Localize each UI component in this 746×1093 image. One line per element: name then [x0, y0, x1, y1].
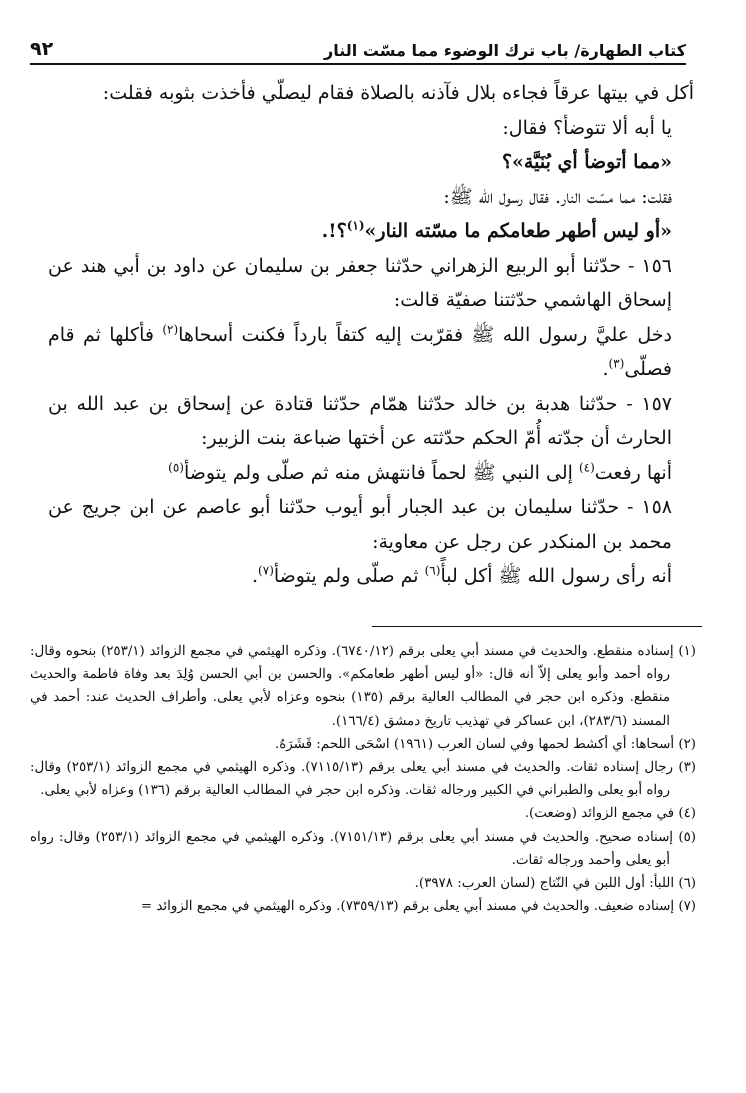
footnote: (٣) رجال إسناده ثقات. والحديث في مسند أبي يعلى برقم (٧١١٥/١٣). وذكره الهيثمي في مجمع الزوائد (٢٥٣/١) وقال: رواه أبو يعلى والطبراني في الكبير ورجاله ثقات. وذكره ابن حجر في المطالب العالية برقم (١٣٦) وعزاه لأبي يعلى. [30, 760, 696, 799]
hadith-matn-156 [48, 318, 694, 387]
matn-text: دخل عليَّ رسول الله ﷺ فقرّبت إليه كتفاً بارداً فكنت أسحاها [178, 323, 672, 346]
footnote: (٢) أسحاها: أي أكشط لحمها وفي لسان العرب (١٩٦١) اسْحَى اللحم: قَشَرَهُ. [275, 736, 696, 752]
hadith-isnad-157: ١٥٧ - حدّثنا هدبة بن خالد حدّثنا همّام حدّثنا قتادة عن إسحاق بن عبد الله بن الحارث أن جدّته أُمّ الحكم حدّثته عن أختها ضباعة بنت الزبير: [48, 392, 672, 449]
header-rule [30, 63, 686, 65]
hadith-isnad-156: ١٥٦ - حدّثنا أبو الربيع الزهراني حدّثنا جعفر بن سليمان عن داود بن أبي هند عن إسحاق الهاشمي حدّثتنا صفيّة قالت: [48, 254, 672, 311]
matn-text: ثم صلّى ولم يتوضأ [273, 565, 425, 587]
paragraph: فقلت: مما مسّت النار. فقال رسول الله ﷺ: [443, 185, 672, 208]
paragraph: أكل في بيتها عرقاً فجاءه بلال فآذنه بالصلاة فقام ليصلّي فأخذت بثوبه فقلت: [102, 82, 694, 104]
footnote: (٤) في مجمع الزوائد (وضعت). [524, 806, 696, 822]
footnotes [30, 640, 696, 918]
matn-text: أنها رفعت [594, 461, 672, 484]
quote-text: ؟!. [321, 220, 347, 242]
matn-text: أنه رأى رسول الله ﷺ أكل لبأً [440, 565, 672, 587]
main-text [48, 76, 694, 594]
footnote: (٧) إسناده ضعيف. والحديث في مسند أبي يعلى برقم (٧٣٥٩/١٣). وذكره الهيثمي في مجمع الزوائد = [140, 899, 696, 915]
hadith-isnad-158: ١٥٨ - حدّثنا سليمان بن عبد الجبار أبو أيوب حدّثنا أبو عاصم عن ابن جريج عن محمد بن المنكدر عن رجل عن معاوية: [48, 496, 672, 553]
running-title: كتاب الطهارة/ باب ترك الوضوء مما مسّت النار [324, 41, 686, 60]
matn-text: فأكلها ثم قام فصلّى [48, 323, 672, 380]
footnote-ref: (٧) [258, 563, 274, 578]
footnote-ref: (٦) [424, 563, 441, 578]
footnote-ref: (١) [346, 218, 365, 233]
hadith-quote: «مما أتوضأ أي بُنَيَّة»؟ [501, 151, 672, 173]
quote-text: «أو ليس أطهر طعامكم ما مسّته النار» [364, 220, 672, 242]
page-number: ٩٢ [30, 38, 54, 60]
footnote: (٦) اللبأ: أول اللبن في النّتاج (لسان العرب: ٣٩٧٨). [414, 876, 696, 892]
paragraph: يا أبه ألا تتوضأ؟ فقال: [502, 116, 672, 139]
footnote-rule [372, 626, 702, 627]
page-header [30, 30, 686, 60]
matn-text: . [602, 358, 609, 380]
hadith-quote [48, 214, 694, 249]
footnote: (٥) إسناده صحيح. والحديث في مسند أبي يعلى برقم (٧١٥١/١٣). وذكره الهيثمي في مجمع الزوائد (٢٥٣/١) وقال: رواه أبو يعلى وأحمد ورجاله ثقات. [30, 829, 696, 868]
footnote: (١) إسناده منقطع. والحديث في مسند أبي يعلى برقم (٦٧٤٠/١٢). وذكره الهيثمي في مجمع الزوائد (٢٥٣/١) بنحوه وقال: رواه أحمد وأبو يعلى إلاّ أنه قال: «أو ليس أطهر طعامكم». والحسن بن أبي الحسن وُلِدَ بعد وفاة فاطمة والحديث منقطع. وذكره ابن حجر في المطالب العالية برقم (١٣٥) بنحوه وعزاه لأبي يعلى. وأطراف الحديث عند: أحمد في المسند (٢٨٣/٦)، ابن عساكر في تهذيب تاريخ دمشق (١٦٦/٤). [30, 644, 696, 729]
matn-text: إلى النبي ﷺ لحماً فانتهش منه ثم صلّى ولم يتوضأ [183, 461, 579, 484]
footnote-ref: (٣) [608, 356, 625, 371]
hadith-matn-157 [48, 456, 694, 491]
footnote-ref: (٤) [578, 460, 595, 475]
matn-text: . [252, 565, 259, 587]
footnote-ref: (٥) [168, 460, 184, 475]
footnote-ref: (٢) [162, 322, 179, 337]
hadith-matn-158 [48, 559, 694, 594]
